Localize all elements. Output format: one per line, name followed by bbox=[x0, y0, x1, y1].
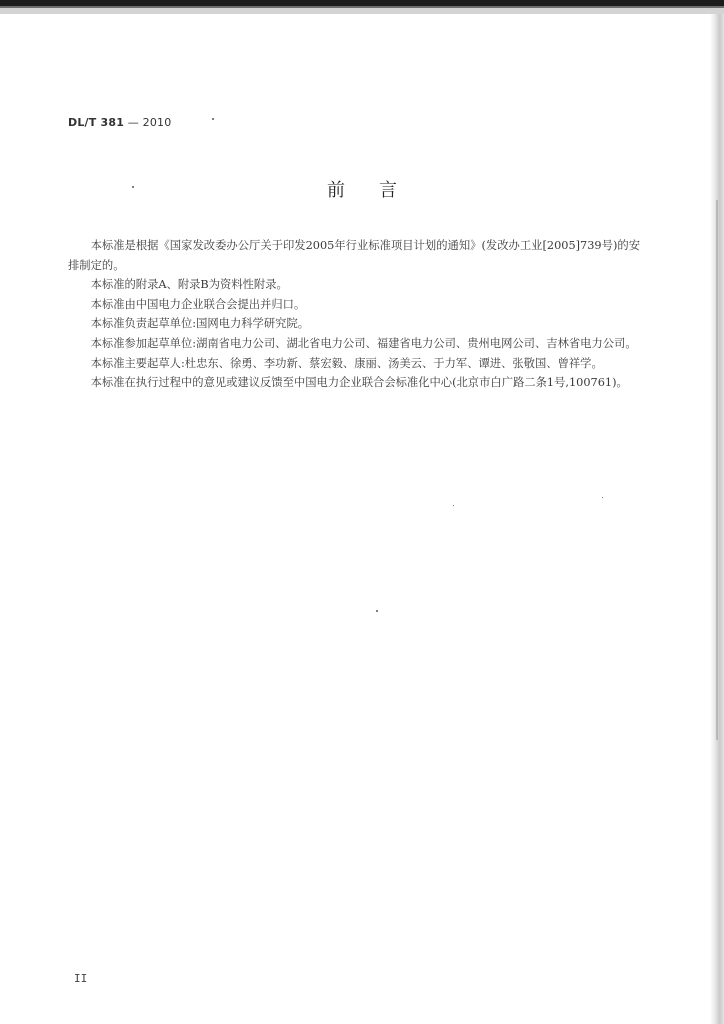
standard-code bbox=[68, 116, 171, 129]
preface-paragraph-participants: 本标准参加起草单位:湖南省电力公司、湖北省电力公司、福建省电力公司、贵州电网公司、吉林省电力公司。 bbox=[90, 336, 637, 350]
preface-body bbox=[68, 236, 640, 393]
preface-paragraph-feedback: 本标准在执行过程中的意见或建议反馈至中国电力企业联合会标准化中心(北京市白广路二条1号,100761)。 bbox=[90, 376, 628, 390]
preface-paragraph-drafters: 本标准主要起草人:杜忠东、徐勇、李功新、蔡宏毅、康丽、汤美云、于力军、谭进、张敬国、曾祥学。 bbox=[90, 356, 603, 370]
scan-fold-shadow bbox=[716, 200, 718, 740]
scan-speck bbox=[376, 610, 378, 612]
page-number: II bbox=[74, 972, 88, 985]
standard-number: DL/T 381 bbox=[68, 116, 125, 129]
preface-paragraph-proposer: 本标准由中国电力企业联合会提出并归口。 bbox=[90, 297, 306, 311]
page-title: 前言 bbox=[327, 180, 431, 201]
scan-speck bbox=[212, 118, 214, 120]
scan-speck bbox=[602, 497, 603, 498]
preface-paragraph-basis: 本标准是根据《国家发改委办公厅关于印发2005年行业标准项目计划的通知》(发改办工业[2005]739号)的安排制定的。 bbox=[68, 239, 640, 272]
preface-paragraph-appendix: 本标准的附录A、附录B为资料性附录。 bbox=[90, 278, 288, 292]
standard-year: 2010 bbox=[142, 116, 172, 129]
scan-top-border bbox=[0, 0, 724, 14]
scan-speck bbox=[453, 505, 454, 506]
scan-speck bbox=[132, 186, 134, 188]
code-separator: — bbox=[124, 116, 143, 129]
preface-paragraph-lead-drafter: 本标准负责起草单位:国网电力科学研究院。 bbox=[90, 317, 310, 331]
